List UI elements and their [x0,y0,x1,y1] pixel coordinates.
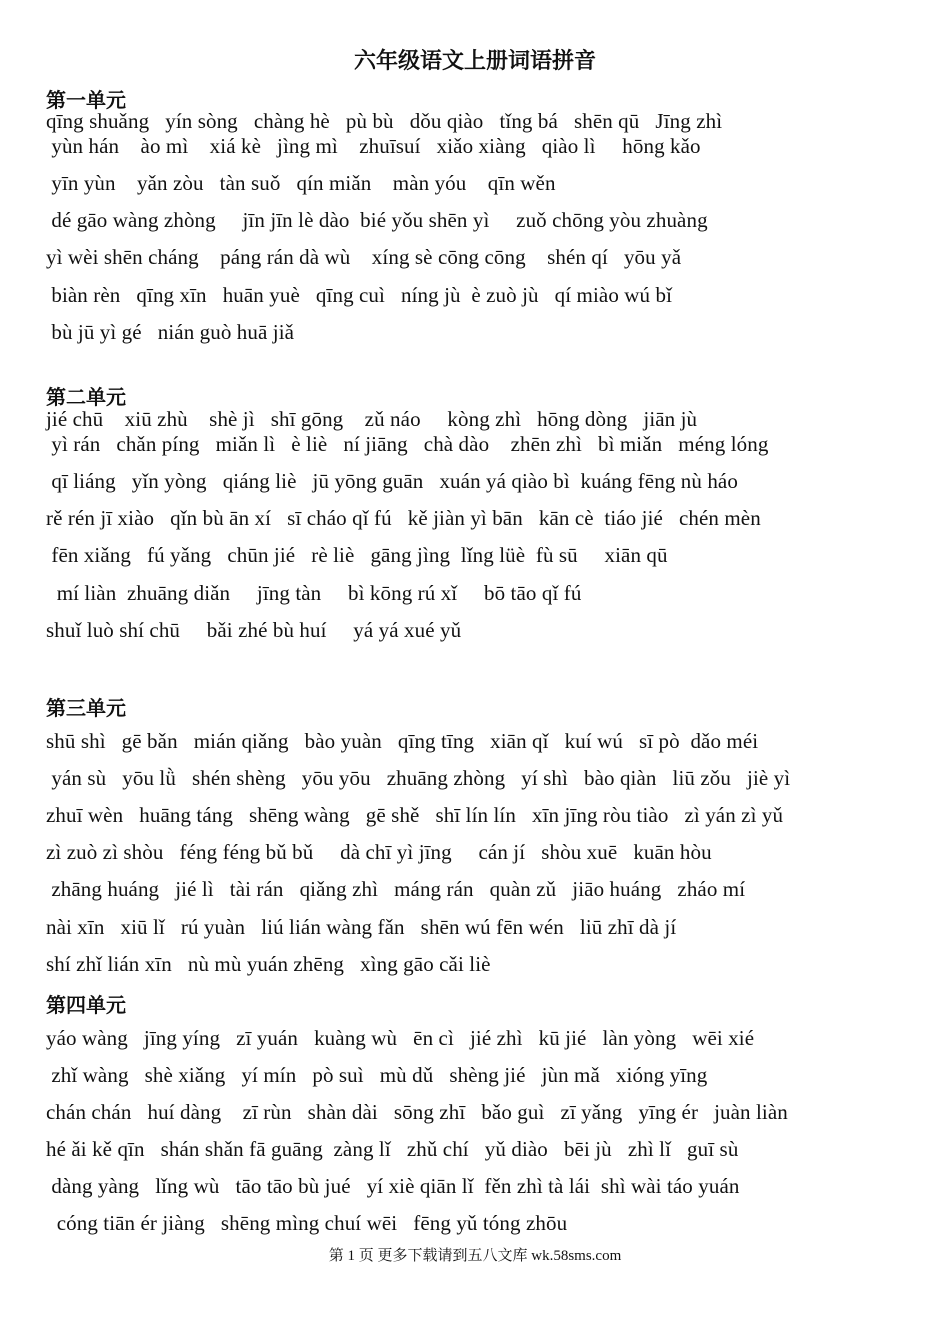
unit-4-line: hé ǎi kě qīn shán shǎn fā guāng zàng lǐ zhǔ chí yǔ diào bēi jù zhì lǐ guī sù [46,1137,739,1161]
unit-4-line: yáo wàng jīng yíng zī yuán kuàng wù ēn cì jié zhì kū jié làn yòng wēi xié [46,1026,755,1050]
unit-2-line: rě rén jī xiào qǐn bù ān xí sī cháo qǐ fú kě jiàn yì bān kān cè tiáo jié chén mèn [46,506,761,530]
unit-1-line: yùn hán ào mì xiá kè jìng mì zhuīsuí xiǎo xiàng qiào lì hōng kǎo [46,134,701,158]
unit-2-line: shuǐ luò shí chū bǎi zhé bù huí yá yá xué yǔ [46,618,462,642]
unit-4-line: dàng yàng lǐng wù tāo tāo bù jué yí xiè qiān lǐ fěn zhì tà lái shì wài táo yuán [46,1174,740,1198]
unit-1-line: dé gāo wàng zhòng jīn jīn lè dào bié yǒu shēn yì zuǒ chōng yòu zhuàng [46,208,708,232]
unit-4-line: cóng tiān ér jiàng shēng mìng chuí wēi fēng yǔ tóng zhōu [46,1211,568,1235]
unit-1-line: biàn rèn qīng xīn huān yuè qīng cuì níng jù è zuò jù qí miào wú bǐ [46,283,673,307]
unit-3-line: zì zuò zì shòu féng féng bǔ bǔ dà chī yì jīng cán jí shòu xuē kuān hòu [46,840,712,864]
unit-3-line: shū shì gē bǎn mián qiǎng bào yuàn qīng tīng xiān qǐ kuí wú sī pò dǎo méi [46,729,759,753]
unit-3-line: shí zhǐ lián xīn nù mù yuán zhēng xìng gāo cǎi liè [46,952,491,976]
unit-2-line: mí liàn zhuāng diǎn jīng tàn bì kōng rú xǐ bō tāo qǐ fú [46,581,582,605]
unit-2-line: fēn xiǎng fú yǎng chūn jié rè liè gāng jìng lǐng lüè fù sū xiān qū [46,543,668,567]
page-title: 六年级语文上册词语拼音 [353,49,596,74]
unit-2-line: jié chū xiū zhù shè jì shī gōng zǔ náo kòng zhì hōng dòng jiān jù [46,407,698,431]
unit-4-heading: 第四单元 [46,993,126,1017]
unit-1-line: qīng shuǎng yín sòng chàng hè pù bù dǒu qiào tǐng bá shēn qū Jīng zhì [46,109,723,133]
unit-4-line: chán chán huí dàng zī rùn shàn dài sōng zhī bǎo guì zī yǎng yīng ér juàn liàn [46,1100,788,1124]
page-footer: 第 1 页 更多下载请到五八文库 wk.58sms.com [328,1248,622,1264]
unit-3-line: zhuī wèn huāng táng shēng wàng gē shě shī lín lín xīn jīng ròu tiào zì yán zì yǔ [46,803,784,827]
unit-4-line: zhǐ wàng shè xiǎng yí mín pò suì mù dǔ shèng jié jùn mǎ xióng yīng [46,1063,708,1087]
unit-1-heading: 第一单元 [46,88,126,112]
unit-3-heading: 第三单元 [46,696,126,720]
unit-1-line: yì wèi shēn cháng páng rán dà wù xíng sè cōng cōng shén qí yōu yǎ [46,245,682,269]
unit-3-line: zhāng huáng jié lì tài rán qiǎng zhì máng rán quàn zǔ jiāo huáng zháo mí [46,877,746,901]
unit-1-line: bù jū yì gé nián guò huā jiǎ [46,320,295,344]
unit-1-line: yīn yùn yǎn zòu tàn suǒ qín miǎn màn yóu qīn wěn [46,171,556,195]
unit-2-line: qī liáng yǐn yòng qiáng liè jū yōng guān xuán yá qiào bì kuáng fēng nù háo [46,469,738,493]
unit-3-line: nài xīn xiū lǐ rú yuàn liú lián wàng fǎn shēn wú fēn wén liū zhī dà jí [46,915,677,939]
unit-2-line: yì rán chǎn píng miǎn lì è liè ní jiāng chà dào zhēn zhì bì miǎn méng lóng [46,432,769,456]
unit-2-heading: 第二单元 [46,385,126,409]
unit-3-line: yán sù yōu lǜ shén shèng yōu yōu zhuāng zhòng yí shì bào qiàn liū zǒu jiè yì [46,766,791,790]
